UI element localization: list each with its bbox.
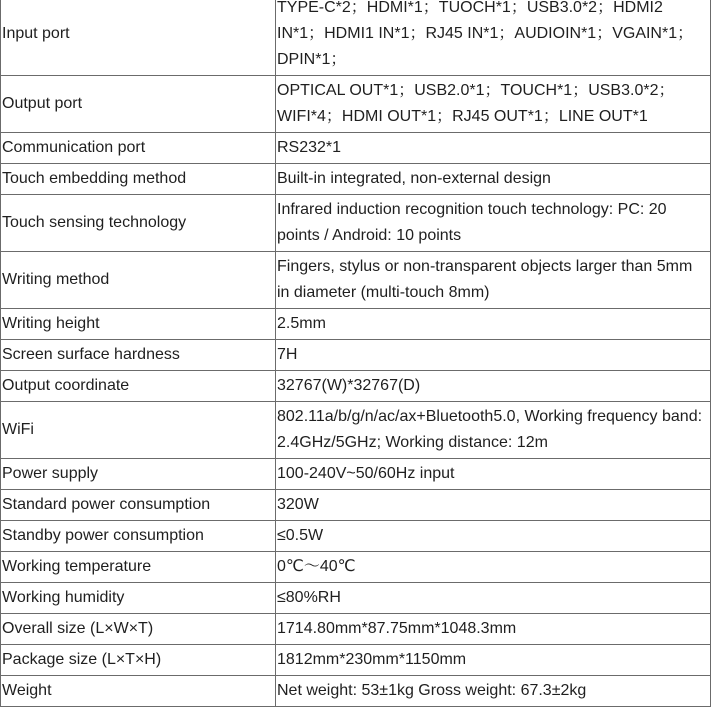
spec-value: ≤80%RH [276,583,711,614]
table-row [1,309,711,340]
spec-label: Touch sensing technology [1,195,276,252]
spec-value: OPTICAL OUT*1；USB2.0*1；TOUCH*1；USB3.0*2；WIFI*4；HDMI OUT*1；RJ45 OUT*1；LINE OUT*1 [276,76,711,133]
table-row [1,521,711,552]
spec-label: Communication port [1,133,276,164]
table-row [1,676,711,707]
table-row [1,133,711,164]
spec-value: 802.11a/b/g/n/ac/ax+Bluetooth5.0, Working frequency band: 2.4GHz/5GHz; Working distance: 12m [276,402,711,459]
spec-label: Working humidity [1,583,276,614]
table-row [1,76,711,133]
table-row [1,164,711,195]
spec-label: Standby power consumption [1,521,276,552]
spec-value: RS232*1 [276,133,711,164]
spec-label: Writing height [1,309,276,340]
spec-value: ≤0.5W [276,521,711,552]
spec-value: 32767(W)*32767(D) [276,371,711,402]
spec-value: 2.5mm [276,309,711,340]
spec-value: 0℃～40℃ [276,552,711,583]
table-row [1,552,711,583]
spec-label: Output port [1,76,276,133]
table-row [1,614,711,645]
spec-value: 1714.80mm*87.75mm*1048.3mm [276,614,711,645]
spec-value: 100-240V~50/60Hz input [276,459,711,490]
table-row [1,645,711,676]
spec-value: 1812mm*230mm*1150mm [276,645,711,676]
table-row [1,195,711,252]
spec-label: Input port [1,0,276,76]
spec-label: Output coordinate [1,371,276,402]
spec-value: 7H [276,340,711,371]
spec-label: Standard power consumption [1,490,276,521]
spec-value: Net weight: 53±1kg Gross weight: 67.3±2kg [276,676,711,707]
table-row [1,252,711,309]
table-row [1,490,711,521]
table-row [1,402,711,459]
table-row [1,340,711,371]
spec-value: Infrared induction recognition touch technology: PC: 20 points / Android: 10 points [276,195,711,252]
spec-label: Writing method [1,252,276,309]
table-row [1,371,711,402]
spec-label: WiFi [1,402,276,459]
spec-label: Weight [1,676,276,707]
spec-label: Package size (L×T×H) [1,645,276,676]
spec-label: Overall size (L×W×T) [1,614,276,645]
spec-value: Built-in integrated, non-external design [276,164,711,195]
spec-value: TYPE-C*2；HDMI*1；TUOCH*1；USB3.0*2；HDMI2 IN*1；HDMI1 IN*1；RJ45 IN*1；AUDIOIN*1；VGAIN*1；DPIN*1； [276,0,711,76]
spec-label: Working temperature [1,552,276,583]
spec-label: Touch embedding method [1,164,276,195]
spec-label: Power supply [1,459,276,490]
spec-label: Screen surface hardness [1,340,276,371]
table-row [1,583,711,614]
table-row [1,459,711,490]
spec-value: 320W [276,490,711,521]
table-row [1,0,711,76]
spec-value: Fingers, stylus or non-transparent objects larger than 5mm in diameter (multi-touch 8mm) [276,252,711,309]
